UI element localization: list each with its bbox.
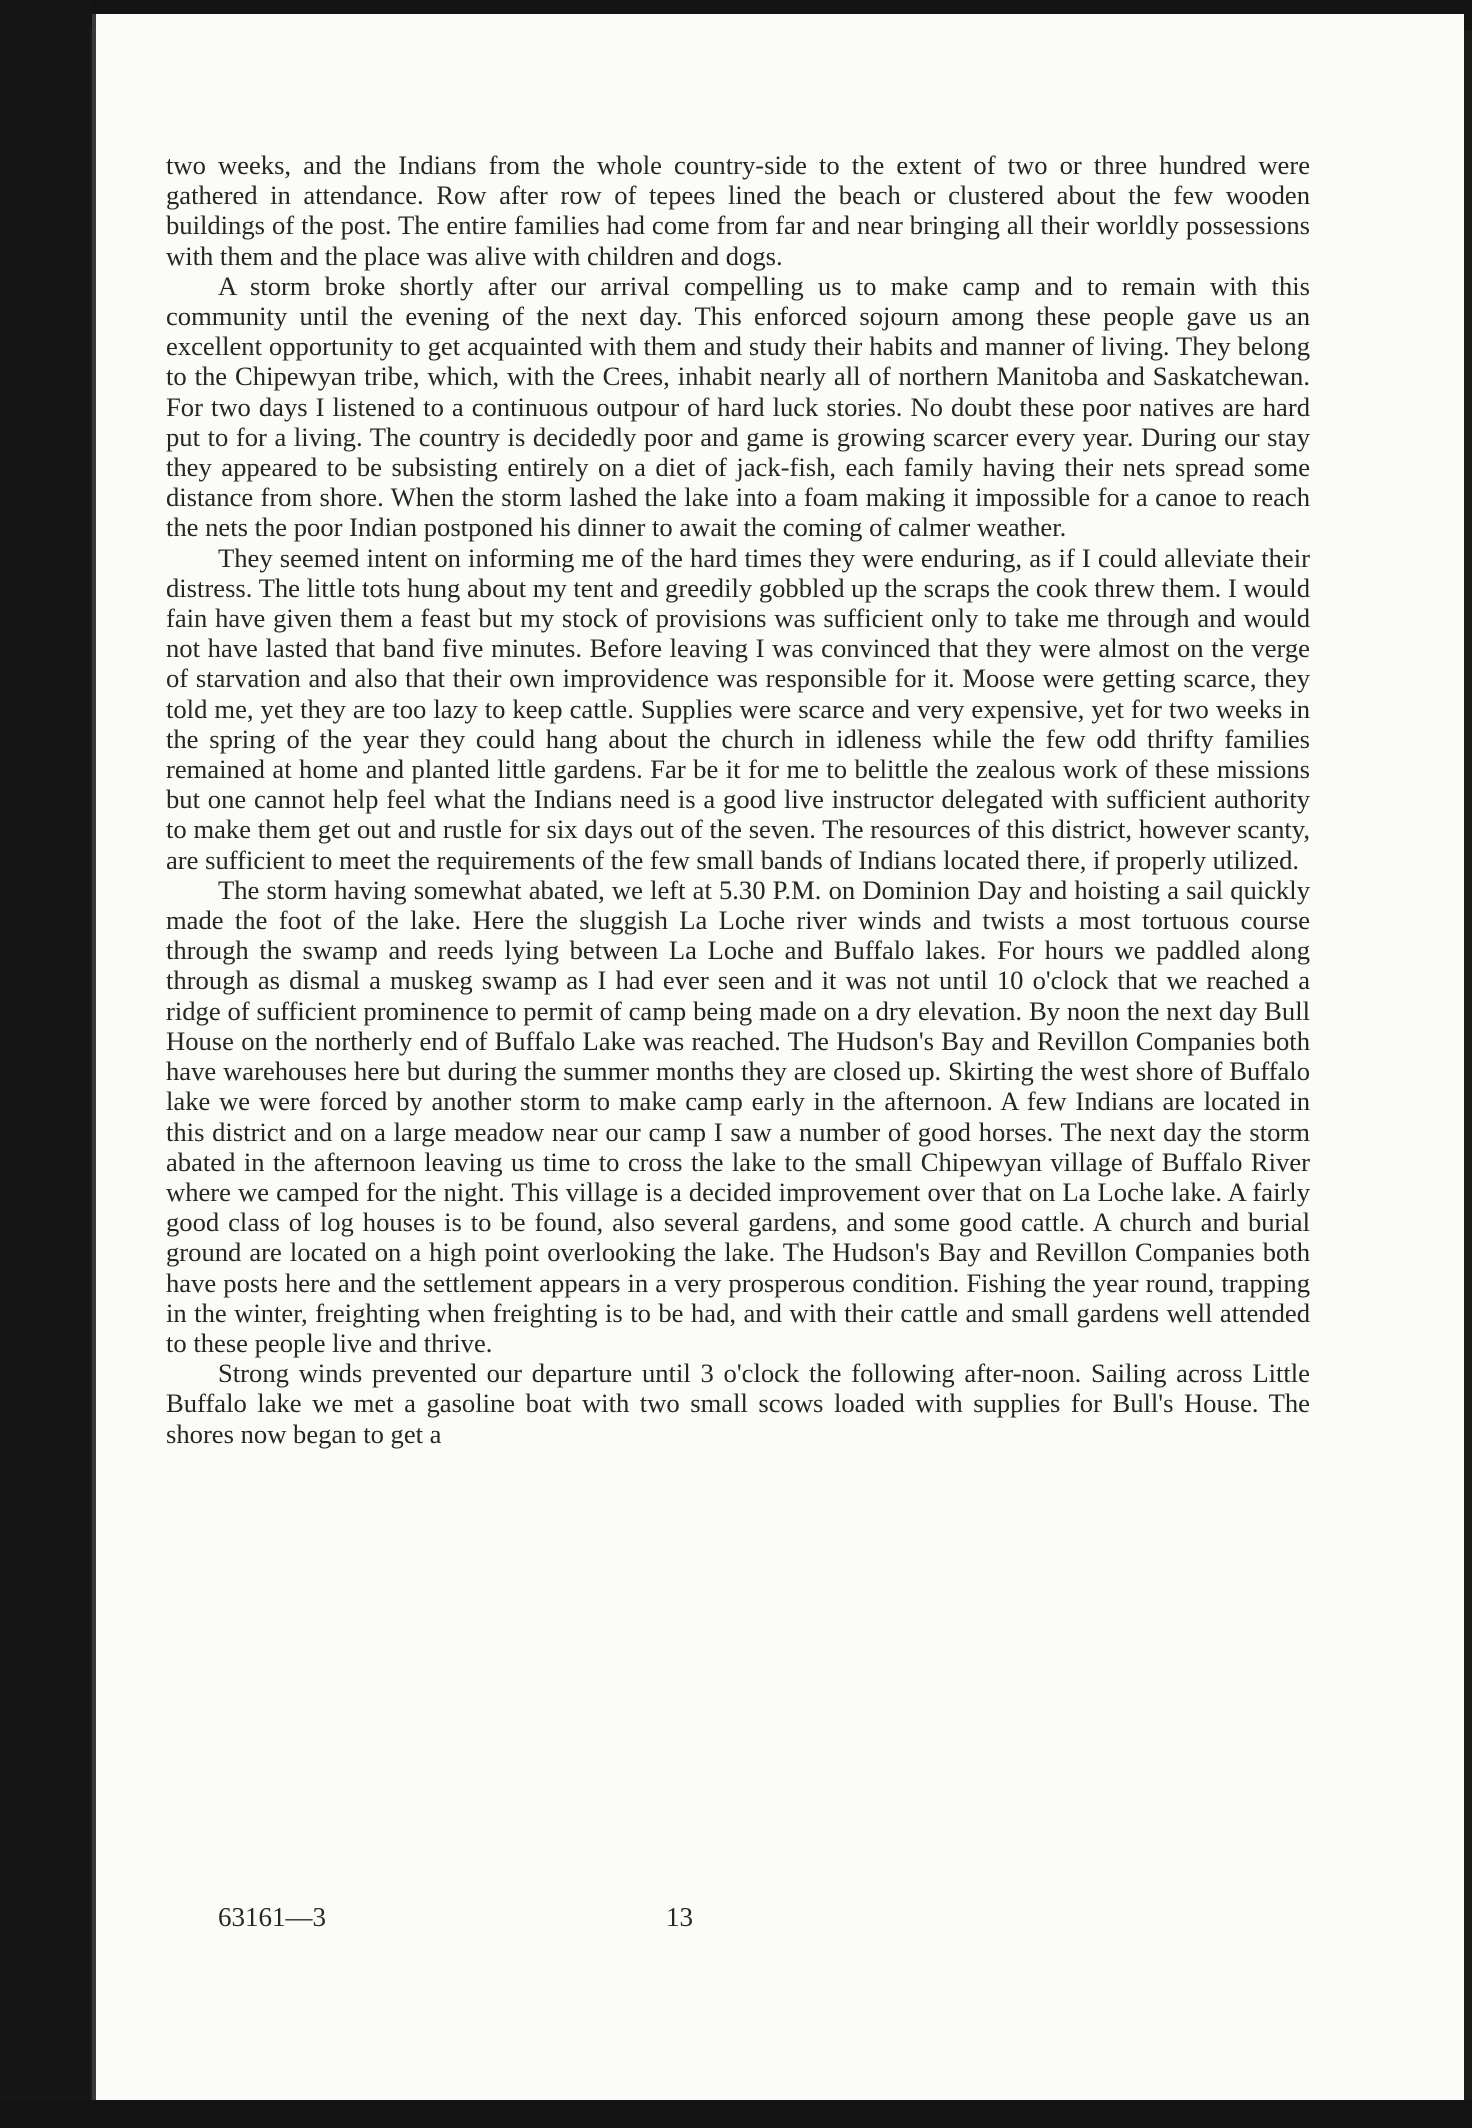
body-text xyxy=(166,150,1310,1449)
page-number: 13 xyxy=(666,1902,693,1932)
scan-border-left xyxy=(0,0,90,2128)
paragraph-1: two weeks, and the Indians from the whole country-side to the extent of two or three hundred were gathered in attendance. Row after row of tepees lined the beach or clustered about the few wooden buildings of the post. The entire families had come from far and near bringing all their worldly possessions with them and the place was alive with children and dogs. xyxy=(166,150,1310,271)
paragraph-5: Strong winds prevented our departure until 3 o'clock the following after-noon. Sailing across Little Buffalo lake we met a gasoline boat with two small scows loaded with supplies for Bull's House. The shores now began to get a xyxy=(166,1358,1310,1449)
print-code: 63161—3 xyxy=(218,1902,326,1932)
paragraph-3: They seemed intent on informing me of the hard times they were enduring, as if I could alleviate their distress. The little tots hung about my tent and greedily gobbled up the scraps the cook threw them. I would fain have given them a feast but my stock of provisions was sufficient only to take me through and would not have lasted that band five minutes. Before leaving I was convinced that they were almost on the verge of starvation and also that their own improvidence was responsible for it. Moose were getting scarce, they told me, yet they are too lazy to keep cattle. Supplies were scarce and very expensive, yet for two weeks in the spring of the year they could hang about the church in idleness while the few odd thrifty families remained at home and planted little gardens. Far be it for me to belittle the zealous work of these missions but one cannot help feel what the Indians need is a good live instructor delegated with sufficient authority to make them get out and rustle for six days out of the seven. The resources of this district, however scanty, are sufficient to meet the requirements of the few small bands of Indians located there, if properly utilized. xyxy=(166,542,1310,875)
scan-border-bottom xyxy=(0,2100,1472,2128)
paragraph-4: The storm having somewhat abated, we left at 5.30 P.M. on Dominion Day and hoisting a sail quickly made the foot of the lake. Here the sluggish La Loche river winds and twists a most tortuous course through the swamp and reeds lying between La Loche and Buffalo lakes. For hours we paddled along through as dismal a muskeg swamp as I had ever seen and it was not until 10 o'clock that we reached a ridge of sufficient prominence to permit of camp being made on a dry elevation. By noon the next day Bull House on the northerly end of Buffalo Lake was reached. The Hudson's Bay and Revillon Companies both have warehouses here but during the summer months they are closed up. Skirting the west shore of Buffalo lake we were forced by another storm to make camp early in the afternoon. A few Indians are located in this district and on a large meadow near our camp I saw a number of good horses. The next day the storm abated in the afternoon leaving us time to cross the lake to the small Chipewyan village of Buffalo River where we camped for the night. This village is a decided improvement over that on La Loche lake. A fairly good class of log houses is to be found, also several gardens, and some good cattle. A church and burial ground are located on a high point overlooking the lake. The Hudson's Bay and Revillon Companies both have posts here and the settlement appears in a very prosperous condition. Fishing the year round, trapping in the winter, freighting when freighting is to be had, and with their cattle and small gardens well attended to these people live and thrive. xyxy=(166,874,1310,1358)
paragraph-2: A storm broke shortly after our arrival compelling us to make camp and to remain with this community until the evening of the next day. This enforced sojourn among these people gave us an excellent opportunity to get acquainted with them and study their habits and manner of living. They belong to the Chipewyan tribe, which, with the Crees, inhabit nearly all of northern Manitoba and Saskatchewan. For two days I listened to a continuous outpour of hard luck stories. No doubt these poor natives are hard put to for a living. The country is decidedly poor and game is growing scarcer every year. During our stay they appeared to be subsisting entirely on a diet of jack-fish, each family having their nets spread some distance from shore. When the storm lashed the lake into a foam making it impossible for a canoe to reach the nets the poor Indian postponed his dinner to await the coming of calmer weather. xyxy=(166,270,1310,543)
